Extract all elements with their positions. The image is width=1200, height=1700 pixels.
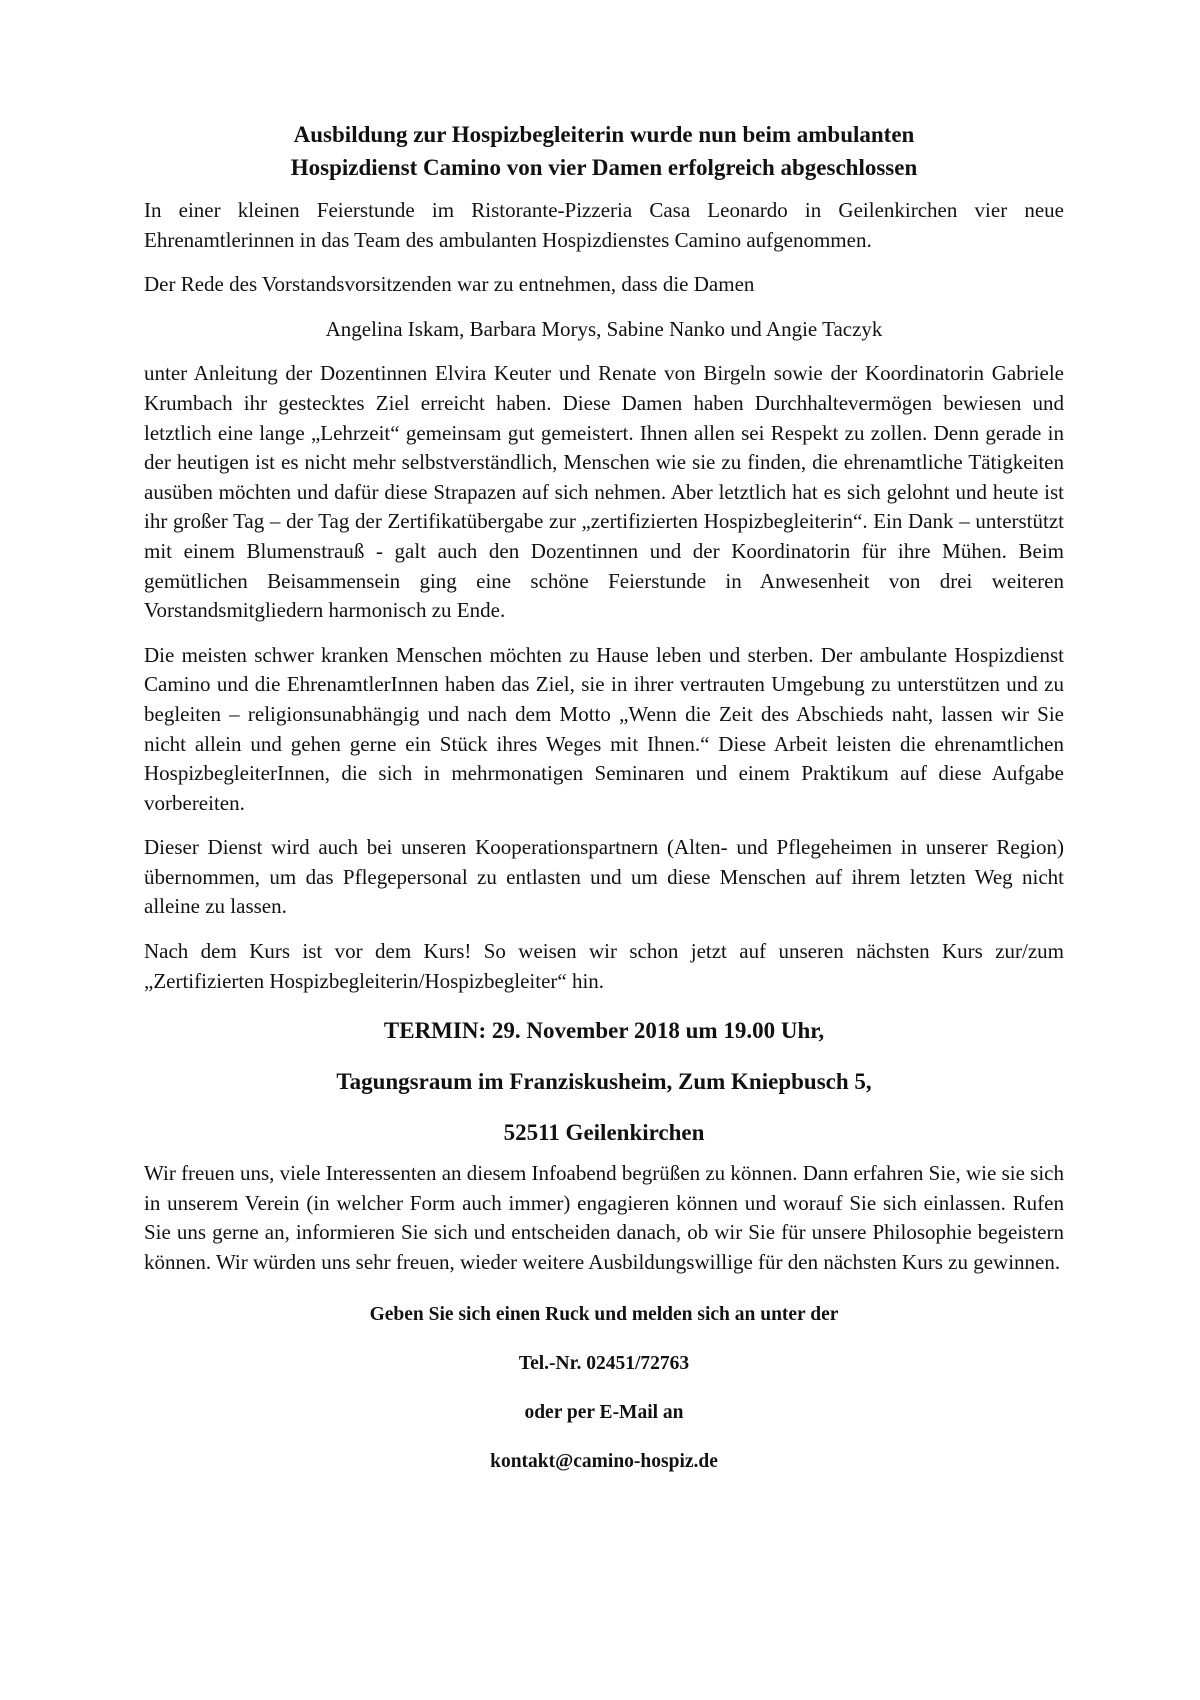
intro-paragraph: In einer kleinen Feierstunde im Ristorante-Pizzeria Casa Leonardo in Geilenkirchen vier neue Ehrenamtlerinnen in das Team des ambulanten Hospizdienstes Camino aufgenommen. bbox=[144, 198, 1064, 252]
email-address: kontakt@camino-hospiz.de bbox=[490, 1450, 718, 1472]
event-city: 52511 Geilenkirchen bbox=[503, 1120, 705, 1146]
event-venue: Tagungsraum im Franziskusheim, Zum Kniepbusch 5, bbox=[336, 1069, 872, 1095]
call-to-action: Geben Sie sich einen Ruck und melden sich an unter der bbox=[369, 1303, 839, 1325]
document-page bbox=[144, 118, 1064, 1498]
invitation-paragraph: Wir freuen uns, viele Interessenten an diesem Infoabend begrüßen zu können. Dann erfahren Sie, wie sie sich in unserem Verein (in welcher Form auch immer) engagieren können und worauf Sie sich einlassen. Rufen Sie uns gerne an, informieren Sie sich und entscheiden danach, ob wir Sie für unsere Philosophie begeistern können. Wir würden uns sehr freuen, wieder weitere Ausbildungswillige für den nächsten Kurs zu gewinnen. bbox=[144, 1161, 1064, 1275]
document-title bbox=[144, 118, 1064, 184]
title-line-1: Ausbildung zur Hospizbegleiterin wurde nun beim ambulanten bbox=[293, 122, 915, 147]
phone-number: Tel.-Nr. 02451/72763 bbox=[518, 1352, 690, 1374]
partners-paragraph: Dieser Dienst wird auch bei unseren Kooperationspartnern (Alten- und Pflegeheimen in unserer Region) übernommen, um das Pflegepersonal zu entlasten und um diese Menschen auf ihrem letzten Weg nicht alleine zu lassen. bbox=[144, 835, 1064, 919]
next-course-paragraph: Nach dem Kurs ist vor dem Kurs! So weisen wir schon jetzt auf unseren nächsten Kurs zur/zum „Zertifizierten Hospizbegleiterin/Hospizbegleiter“ hin. bbox=[144, 939, 1064, 993]
achievement-paragraph: unter Anleitung der Dozentinnen Elvira Keuter und Renate von Birgeln sowie der Koordinatorin Gabriele Krumbach ihr gestecktes Ziel erreicht haben. Diese Damen haben Durchhaltevermögen bewiesen und letztlich eine lange „Lehrzeit“ gemeinsam gut gemeistert. Ihnen allen sei Respekt zu zollen. Denn gerade in der heutigen ist es nicht mehr selbstverständlich, Menschen wie sie zu finden, die ehrenamtliche Tätigkeiten ausüben möchten und dafür diese Strapazen auf sich nehmen. Aber letztlich hat es sich gelohnt und heute ist ihr großer Tag – der Tag der Zertifikatübergabe zur „zertifizierten Hospizbegleiterin“. Ein Dank – unterstützt mit einem Blumenstrauß - galt auch den Dozentinnen und der Koordinatorin für ihre Mühen. Beim gemütlichen Beisammensein ging eine schöne Feierstunde in Anwesenheit von drei weiteren Vorstandsmitgliedern harmonisch zu Ende. bbox=[144, 361, 1064, 623]
title-line-2: Hospizdienst Camino von vier Damen erfolgreich abgeschlossen bbox=[290, 155, 918, 180]
graduates-names: Angelina Iskam, Barbara Morys, Sabine Nanko und Angie Taczyk bbox=[325, 316, 883, 341]
event-date: TERMIN: 29. November 2018 um 19.00 Uhr, bbox=[383, 1018, 825, 1044]
email-intro: oder per E-Mail an bbox=[524, 1401, 684, 1423]
speech-intro-paragraph: Der Rede des Vorstandsvorsitzenden war zu entnehmen, dass die Damen bbox=[144, 272, 755, 297]
mission-paragraph: Die meisten schwer kranken Menschen möchten zu Hause leben und sterben. Der ambulante Hospizdienst Camino und die EhrenamtlerInnen haben das Ziel, sie in ihrer vertrauten Umgebung zu unterstützen und zu begleiten – religionsunabhängig und nach dem Motto „Wenn die Zeit des Abschieds naht, lassen wir Sie nicht allein und gehen gerne ein Stück ihres Weges mit Ihnen.“ Diese Arbeit leisten die ehrenamtlichen HospizbegleiterInnen, die sich in mehrmonatigen Seminaren und einem Praktikum auf diese Aufgabe vorbereiten. bbox=[144, 642, 1064, 815]
